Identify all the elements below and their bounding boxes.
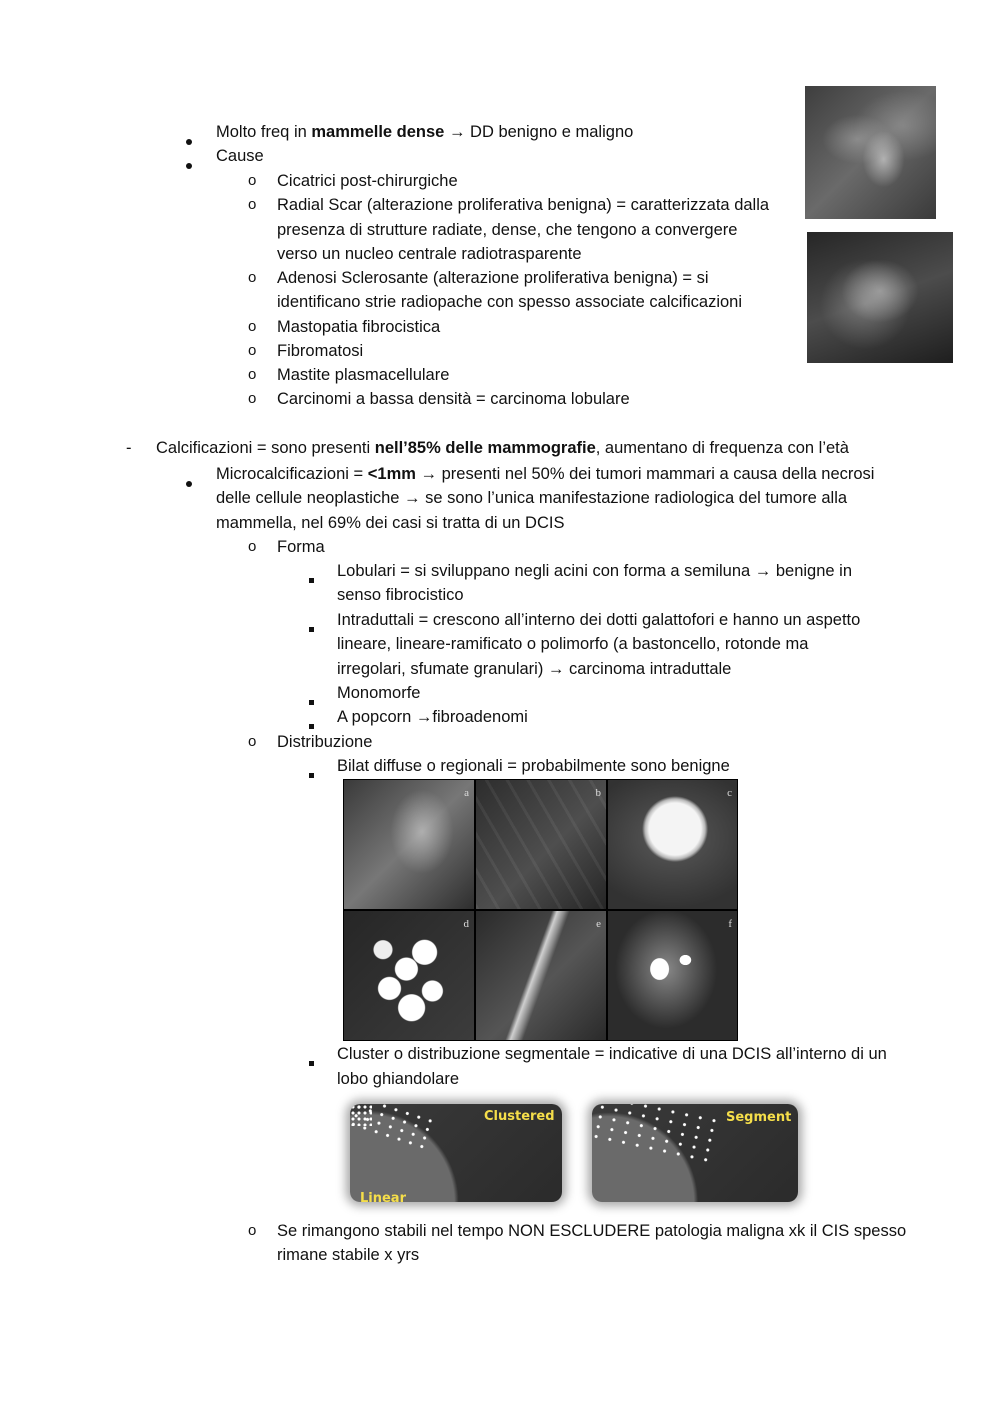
circle-bullet: o: [248, 390, 257, 407]
bullet-dot: [186, 128, 192, 152]
forma-item: Lobulari = si sviluppano negli acini con forma a semiluna → benigne in: [337, 562, 853, 580]
circle-bullet: o: [248, 733, 257, 750]
circle-bullet: o: [248, 269, 257, 286]
forma-item: Intraduttali = crescono all’interno dei dotti galattofori e hanno un aspetto: [337, 611, 861, 629]
bullet-dot: [186, 470, 192, 494]
text-prefix: Microcalcificazioni =: [216, 465, 368, 483]
forma-item-cont: irregolari, sfumate granulari) → carcinoma intraduttale: [337, 660, 732, 678]
panel-f: [608, 911, 737, 1040]
forma-item-cont: senso fibrocistico: [337, 586, 464, 604]
panel-c: [608, 780, 737, 909]
stability-note: Se rimangono stabili nel tempo NON ESCLUDERE patologia maligna xk il CIS spesso: [277, 1222, 907, 1240]
cause-item: Fibromatosi: [277, 342, 364, 360]
panel-label: f: [728, 918, 732, 930]
microcalcification-dots: [592, 1104, 726, 1167]
panel-label: e: [596, 918, 601, 930]
forma-heading: Forma: [277, 538, 325, 556]
clustered-label: Clustered: [484, 1109, 555, 1124]
cause-item: Carcinomi a bassa densità = carcinoma lobulare: [277, 390, 630, 408]
cause-item: Radial Scar (alterazione proliferativa benigna) = caratterizzata dalla: [277, 196, 770, 214]
dash-bullet: -: [126, 439, 132, 457]
microcalcification-line-2: delle cellule neoplastiche → se sono l’unica manifestazione radiologica del tumore alla: [216, 489, 848, 507]
cause-item: Cicatrici post-chirurgiche: [277, 172, 458, 190]
text-bold: mammelle dense: [311, 123, 445, 141]
stability-note-cont: rimane stabile x yrs: [277, 1246, 420, 1264]
text-suffix: , aumentano di frequenza con l’età: [595, 439, 849, 457]
circle-bullet: o: [248, 1222, 257, 1239]
forma-item: Monomorfe: [337, 684, 421, 702]
mammogram-image-radial-scar: [805, 86, 936, 219]
microcalcification-line-1: [216, 462, 874, 486]
distribuzione-heading: Distribuzione: [277, 733, 373, 751]
segment-label: Segment: [726, 1110, 792, 1125]
square-bullet: [309, 688, 314, 712]
linear-label: Linear: [360, 1191, 406, 1202]
panel-d: [344, 911, 474, 1040]
circle-bullet: o: [248, 318, 257, 335]
text-suffix: → presenti nel 50% dei tumori mammari a causa della necrosi: [415, 465, 875, 483]
text-bold: nell’85% delle mammografie: [374, 439, 596, 457]
bullet-dot: [186, 152, 192, 176]
distribution-item-cont: lobo ghiandolare: [337, 1070, 460, 1088]
circle-bullet: o: [248, 366, 257, 383]
panel-b: [476, 780, 606, 909]
mammogram-image-sclerosing-adenosis: [807, 232, 953, 363]
square-bullet: [309, 761, 314, 785]
panel-label: a: [464, 787, 469, 799]
panel-label: d: [463, 918, 469, 930]
dense-breasts-line: [216, 120, 633, 144]
forma-item-cont: lineare, lineare-ramificato o polimorfo (a bastoncello, rotonde ma: [337, 635, 809, 653]
circle-bullet: o: [248, 172, 257, 189]
distribution-item: Cluster o distribuzione segmentale = indicative di una DCIS all’interno di un: [337, 1045, 887, 1063]
cause-item-cont: presenza di strutture radiate, dense, che tengono a convergere: [277, 221, 738, 239]
cause-item-cont: verso un nucleo centrale radiotrasparente: [277, 245, 582, 263]
cause-item: Mastopatia fibrocistica: [277, 318, 441, 336]
panel-label: b: [595, 787, 601, 799]
distribution-item: Bilat diffuse o regionali = probabilmente sono benigne: [337, 757, 730, 775]
clustered-linear-image: [350, 1104, 562, 1202]
panel-label: c: [727, 787, 732, 799]
microcalcification-line-3: mammella, nel 69% dei casi si tratta di un DCIS: [216, 514, 565, 532]
circle-bullet: o: [248, 538, 257, 555]
calcification-panel-figure: [343, 779, 738, 1041]
cause-item: Adenosi Sclerosante (alterazione proliferativa benigna) = si: [277, 269, 709, 287]
forma-item: A popcorn →fibroadenomi: [337, 708, 528, 726]
segmental-image: [592, 1104, 798, 1202]
square-bullet: [309, 1049, 314, 1073]
square-bullet: [309, 615, 314, 639]
panel-e: [476, 911, 606, 1040]
text-suffix: → DD benigno e maligno: [444, 123, 634, 141]
microcalcification-dots: [350, 1104, 372, 1126]
cause-item: Mastite plasmacellulare: [277, 366, 450, 384]
circle-bullet: o: [248, 196, 257, 213]
circle-bullet: o: [248, 342, 257, 359]
square-bullet: [309, 566, 314, 590]
panel-a: [344, 780, 474, 909]
cause-item-cont: identificano strie radiopache con spesso associate calcificazioni: [277, 293, 743, 311]
calcification-line: [156, 436, 849, 460]
text-bold: <1mm: [367, 465, 416, 483]
text-prefix: Calcificazioni = sono presenti: [156, 439, 375, 457]
cause-heading: Cause: [216, 147, 264, 165]
text-prefix: Molto freq in: [216, 123, 312, 141]
